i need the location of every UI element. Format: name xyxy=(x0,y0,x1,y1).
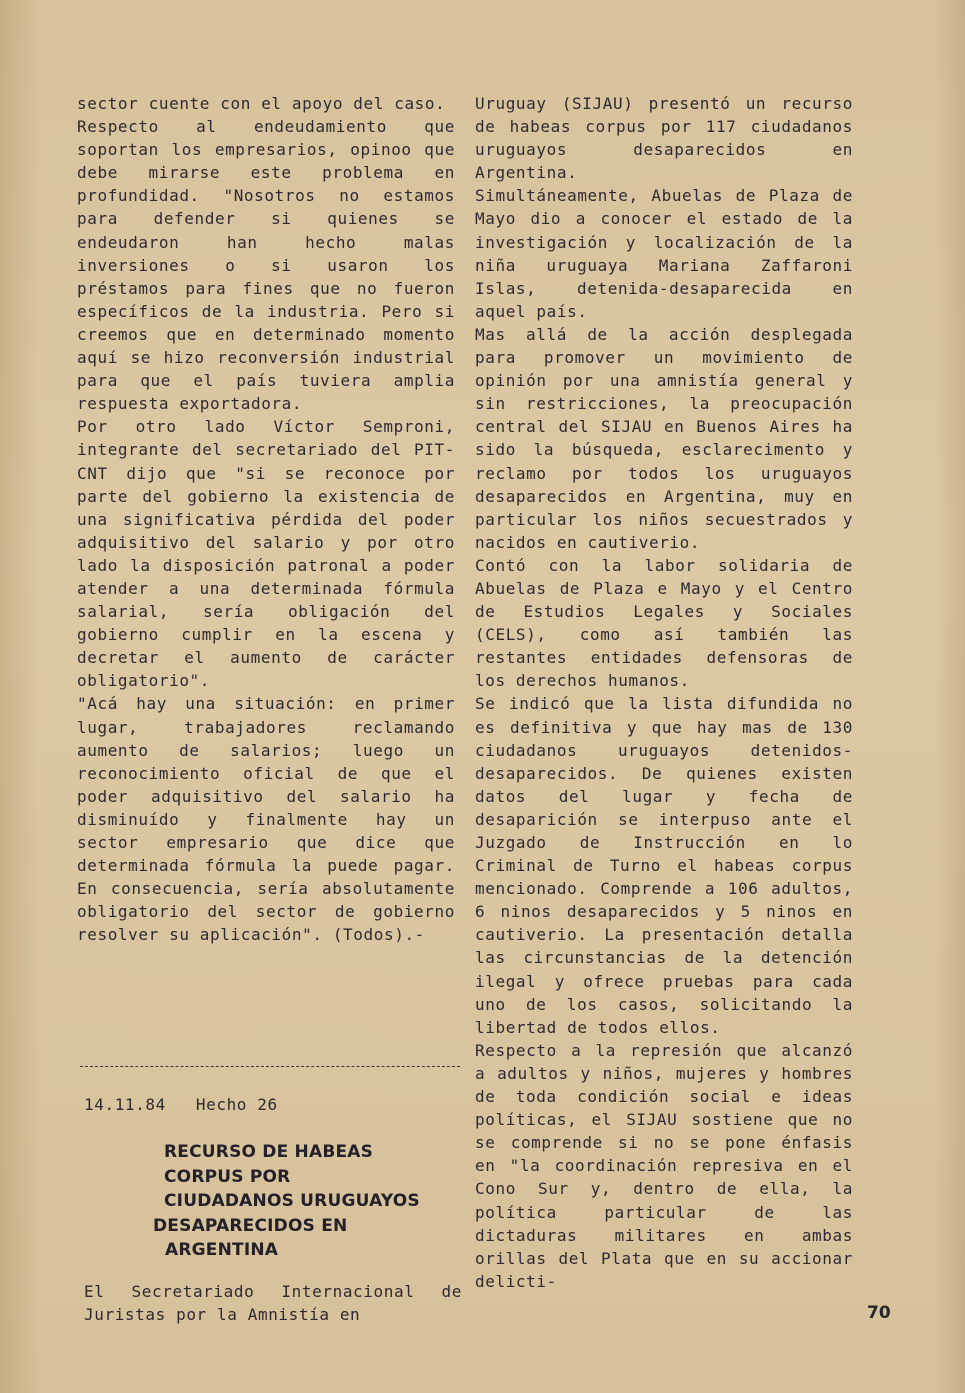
paragraph: Simultáneamente, Abuelas de Plaza de Mayo dio a conocer el estado de la investigación y localización de la niña uruguaya Mariana Zaffaroni Islas, detenida-desaparecida en aquel país. xyxy=(475,186,853,321)
headline-line: CORPUS POR xyxy=(164,1166,291,1187)
headline-line: CIUDADANOS URUGUAYOS xyxy=(164,1191,420,1211)
article-headline xyxy=(150,1140,420,1263)
paragraph: Se indicó que la lista difundida no es definitiva y que hay mas de 130 ciudadanos uruguayos detenidos-desaparecidos. De quienes existen datos del lugar y fecha de desaparición se interpuso ante el Juzgado de Instrucción en lo Criminal de Turno el habeas corpus mencionado. Comprende a 106 adultos, 6 ninos desaparecidos y 5 ninos en cautiverio. La presentación detalla las circunstancias de la detención ilegal y ofrece pruebas para cada uno de los casos, solicitando la libertad de todos ellos. xyxy=(475,694,853,1037)
section-divider xyxy=(80,1066,460,1067)
paragraph: El Secretariado Internacional de Juristas por la Amnistía en xyxy=(84,1282,462,1325)
paragraph: Por otro lado Víctor Semproni, integrante del secretariado del PIT-CNT dijo que "si se reconoce por parte del gobierno la existencia de una significativa pérdida del poder adquisitivo del salario y por otro lado la disposición patronal a poder atender a una determinada fórmula salarial, sería obligación del gobierno cumplir en la escena y decretar el aumento de carácter obligatorio". xyxy=(77,417,455,691)
intro-text xyxy=(84,1280,462,1326)
paragraph: sector cuente con el apoyo del caso. xyxy=(77,94,446,113)
paragraph: Mas allá de la acción desplegada para promover un movimiento de opinión por una amnistía general y sin restricciones, la preocupación central del SIJAU en Buenos Aires ha sido la búsqueda, esclarecimento y reclamo por todos los uruguayos desaparecidos en Argentina, muy en particular los niños secuestrados y nacidos en cautiverio. xyxy=(475,324,853,552)
paragraph: "Acá hay una situación: en primer lugar, trabajadores reclamando aumento de salarios; luego un reconocimiento oficial de que el poder adquisitivo del salario ha disminuído y finalmente hay un sector empresario que dice que determinada fórmula la puede pagar. En consecuencia, sería absolutamente obligatorio del sector de gobierno resolver su aplicación". (Todos).- xyxy=(77,694,455,945)
dateline xyxy=(84,1095,278,1114)
headline-line: DESAPARECIDOS EN xyxy=(153,1215,348,1236)
paragraph: Contó con la labor solidaria de Abuelas de Plaza e Mayo y el Centro de Estudios Legales y Sociales (CELS), como así también las restantes entidades defensoras de los derechos humanos. xyxy=(475,555,853,691)
left-column xyxy=(77,92,455,946)
headline-line: RECURSO DE HABEAS xyxy=(164,1142,374,1162)
paragraph: Respecto al endeudamiento que soportan los empresarios, opinoo que debe mirarse este problema en profundidad. "Nosotros no estamos para defender si quienes se endeudaron han hecho malas inversiones o si usaron los préstamos para fines que no fueron específicos de la industria. Pero si creemos que en determinado momento aquí se hizo reconversión industrial para que el país tuviera amplia respuesta exportadora. xyxy=(77,117,455,414)
paragraph: Uruguay (SIJAU) presentó un recurso de habeas corpus por 117 ciudadanos uruguayos desaparecidos en Argentina. xyxy=(475,94,853,183)
hecho-label: Hecho 26 xyxy=(195,1095,278,1114)
date: 14.11.84 xyxy=(84,1095,166,1114)
right-column xyxy=(475,92,853,1293)
paragraph: Respecto a la represión que alcanzó a adultos y niños, mujeres y hombres de toda condición social e ideas políticas, el SIJAU sostiene que no se comprende si no se pone énfasis en "la coordinación represiva en el Cono Sur y, dentro de ella, la política particular de las dictaduras militares en ambas orillas del Plata que en su accionar delicti- xyxy=(475,1040,853,1291)
page-number: 70 xyxy=(867,1303,891,1323)
headline-line: ARGENTINA xyxy=(165,1240,279,1260)
